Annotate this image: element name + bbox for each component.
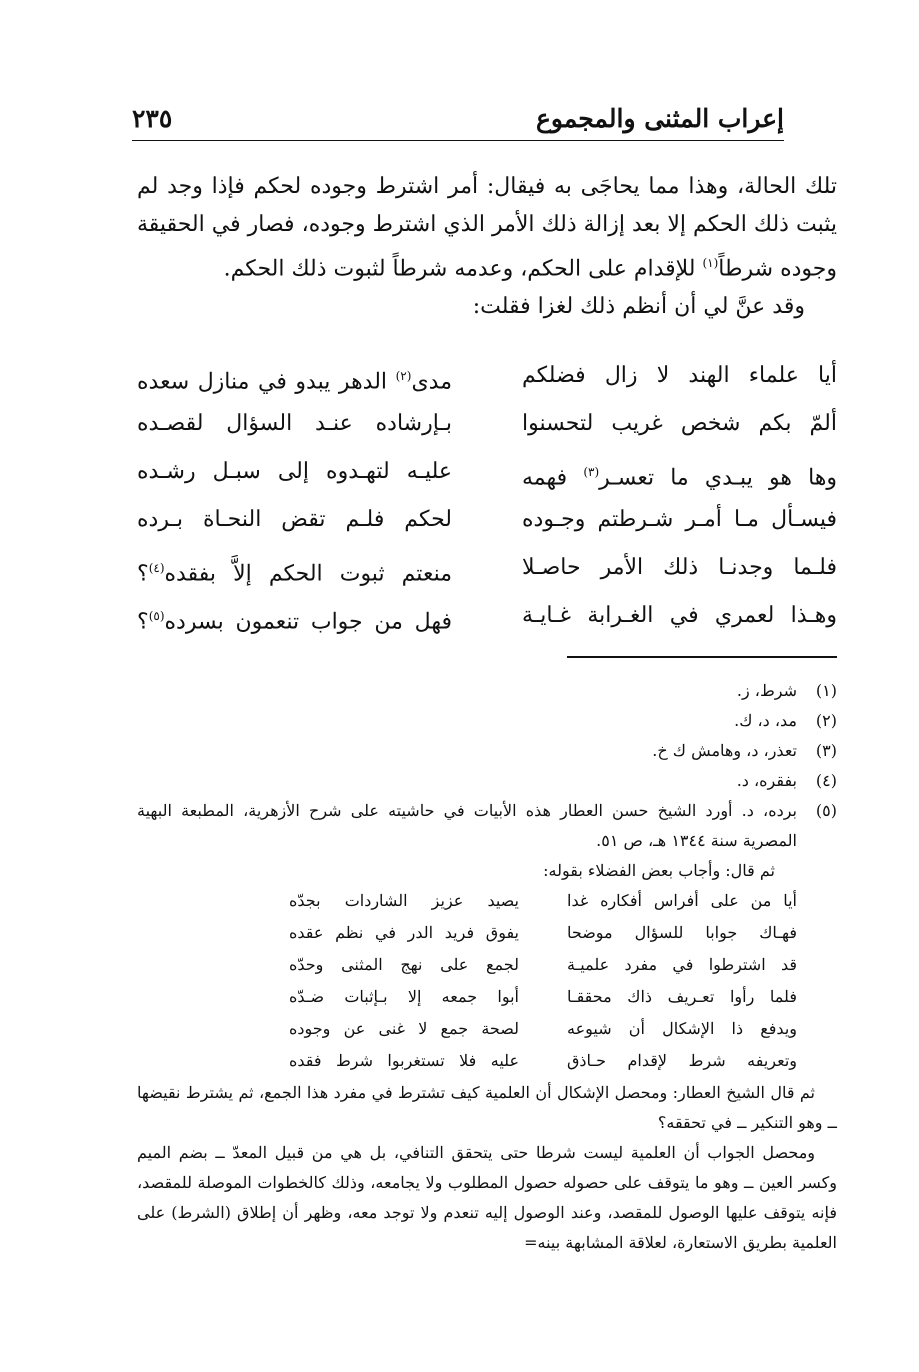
footnote-1 [137, 676, 837, 706]
footnote-ref[interactable]: (١) [702, 256, 719, 270]
footnote-4 [137, 766, 837, 796]
footnote-text: بفقره، د. [736, 771, 797, 790]
footnote-number: (١) [815, 681, 837, 700]
footnote-5-paragraph-1: ثم قال الشيخ العطار: ومحصل الإشكال أن العلمية كيف تشترط في مفرد هذا الجمع، ثم يشترط نقيضها ــ وهو التنكير ــ في تحققه؟ [137, 1083, 837, 1132]
verse-line [137, 404, 837, 452]
footnote-5-paragraph-2: ومحصل الجواب أن العلمية ليست شرطا حتى يتحقق التنافي، بل هي من قبيل المعدّ ــ بضم الميم وكسر العين ــ وهو ما يتوقف على حصوله حصول المطلوب ولا يجامعه، وذلك كالخطوات الموصلة للمقصد، فإنه يتوقف عليها الوصول للمقصد، وعند الوصول إليه تنعدم ولا توجد معه، وظهر أن إطلاق (الشرط) على العلمية بطريق الاستعارة، لعلاقة المشابهة بينه= [137, 1143, 837, 1252]
footnote-3 [137, 736, 837, 766]
poem [137, 356, 837, 644]
footnote-text: تعذر، د، وهامش ك خ. [652, 741, 797, 760]
verse-first-hemistich: وتعريفه شرط لإقدام حـاذق [567, 1051, 797, 1070]
footnote-5 [137, 796, 837, 856]
verse-line [137, 356, 837, 404]
verse-line [137, 596, 837, 644]
verse-first-hemistich: ويدفع ذا الإشكال أن شيوعه [567, 1019, 797, 1038]
paragraph-2: وقد عنَّ لي أن أنظم ذلك لغزا فقلت: [472, 294, 805, 320]
footnote-ref[interactable]: (٤) [148, 561, 165, 575]
verse-first-hemistich: وها هو يبـدي ما تعسـر$^{(٣)}$ فهمه [522, 465, 837, 491]
footnote-verse-line [137, 1046, 837, 1078]
footnote-number: (٥) [815, 801, 837, 820]
verse-second-hemistich: بـإرشاده عنـد السؤال لقصـده [137, 411, 452, 436]
footnote-verse-line [137, 886, 837, 918]
verse-second-hemistich: عليه فلا تستغربوا شرط فقده [289, 1051, 519, 1070]
footnote-5-intro: ثم قال: وأجاب بعض الفضلاء بقوله: [543, 861, 775, 880]
footnote-text: برده، د. أورد الشيخ حسن العطار هذه الأبيات في حاشيته على شرح الأزهرية، المطبعة البهية المصرية سنة ١٣٤٤ هـ، ص ٥١. [137, 801, 797, 850]
verse-first-hemistich: فيسـأل مـا أمـر شـرطتم وجـوده [522, 507, 837, 532]
paragraph-1: تلك الحالة، وهذا مما يحاجَى به فيقال: أمر اشترط وجوده لحكم فإذا وجد لم يثبت ذلك الحكم إلا بعد إزالة ذلك الأمر الذي اشترط وجوده، فصار في الحقيقة وجوده شرطاً$^{(١)}$ للإقدام على الحكم، وعدمه شرطاً لثبوت ذلك الحكم. [137, 174, 837, 282]
footnote-ref[interactable]: (٣) [583, 465, 600, 479]
footnote-number: (٣) [815, 741, 837, 760]
verse-line [137, 548, 837, 596]
footnote-separator [567, 656, 837, 658]
main-text [137, 168, 837, 326]
footnote-text: شرط، ز. [736, 681, 797, 700]
verse-first-hemistich: فلما رأوا تعـريف ذاك محققـا [567, 987, 797, 1006]
verse-first-hemistich: أيا من على أفراس أفكاره غدا [567, 891, 797, 910]
verse-second-hemistich: مدى$^{(٢)}$ الدهر يبدو في منازل سعده [137, 369, 452, 395]
footnote-number: (٢) [815, 711, 837, 730]
running-header [132, 100, 784, 141]
verse-first-hemistich: فهـاك جوابا للسؤال موضحا [567, 923, 797, 942]
verse-second-hemistich: فهل من جواب تنعمون بسرده$^{(٥)}$؟ [137, 609, 452, 635]
verse-second-hemistich: عليـه لتهـدوه إلى سبـل رشـده [137, 459, 452, 484]
verse-second-hemistich: يفوق فريد الدر في نظم عقده [289, 923, 519, 942]
verse-first-hemistich: ألمّ بكم شخص غريب لتحسنوا [522, 411, 837, 436]
verse-first-hemistich: وهـذا لعمري في الغـرابة غـايـة [522, 603, 837, 628]
verse-first-hemistich: فلـما وجدنـا ذلك الأمر حاصـلا [522, 555, 837, 580]
verse-first-hemistich: قد اشترطوا في مفرد علميـة [567, 955, 797, 974]
chapter-title: إعراب المثنى والمجموع [536, 104, 784, 133]
verse-second-hemistich: لحكم فلـم تقض النحـاة بـرده [137, 507, 452, 532]
verse-first-hemistich: أيا علماء الهند لا زال فضلكم [522, 363, 837, 388]
verse-second-hemistich: لصحة جمع لا غنى عن وجوده [289, 1019, 519, 1038]
verse-second-hemistich: يصيد عزيز الشاردات بجدّه [289, 891, 519, 910]
footnote-verse-line [137, 950, 837, 982]
verse-line [137, 452, 837, 500]
footnote-number: (٤) [815, 771, 837, 790]
verse-second-hemistich: منعتم ثبوت الحكم إلاَّ بفقده$^{(٤)}$؟ [137, 561, 452, 587]
footnote-text: مد، د، ك. [734, 711, 797, 730]
page-number: ٢٣٥ [132, 104, 173, 133]
verse-second-hemistich: لجمع على نهج المثنى وحدّه [289, 955, 519, 974]
footnote-ref[interactable]: (٥) [148, 609, 165, 623]
footnotes [137, 676, 837, 1258]
footnote-2 [137, 706, 837, 736]
footnote-verse-line [137, 982, 837, 1014]
footnote-verse-line [137, 918, 837, 950]
verse-second-hemistich: أبوا جمعه إلا بـإثبات ضـدّه [289, 987, 519, 1006]
footnote-verse-line [137, 1014, 837, 1046]
verse-line [137, 500, 837, 548]
footnote-ref[interactable]: (٢) [395, 369, 412, 383]
